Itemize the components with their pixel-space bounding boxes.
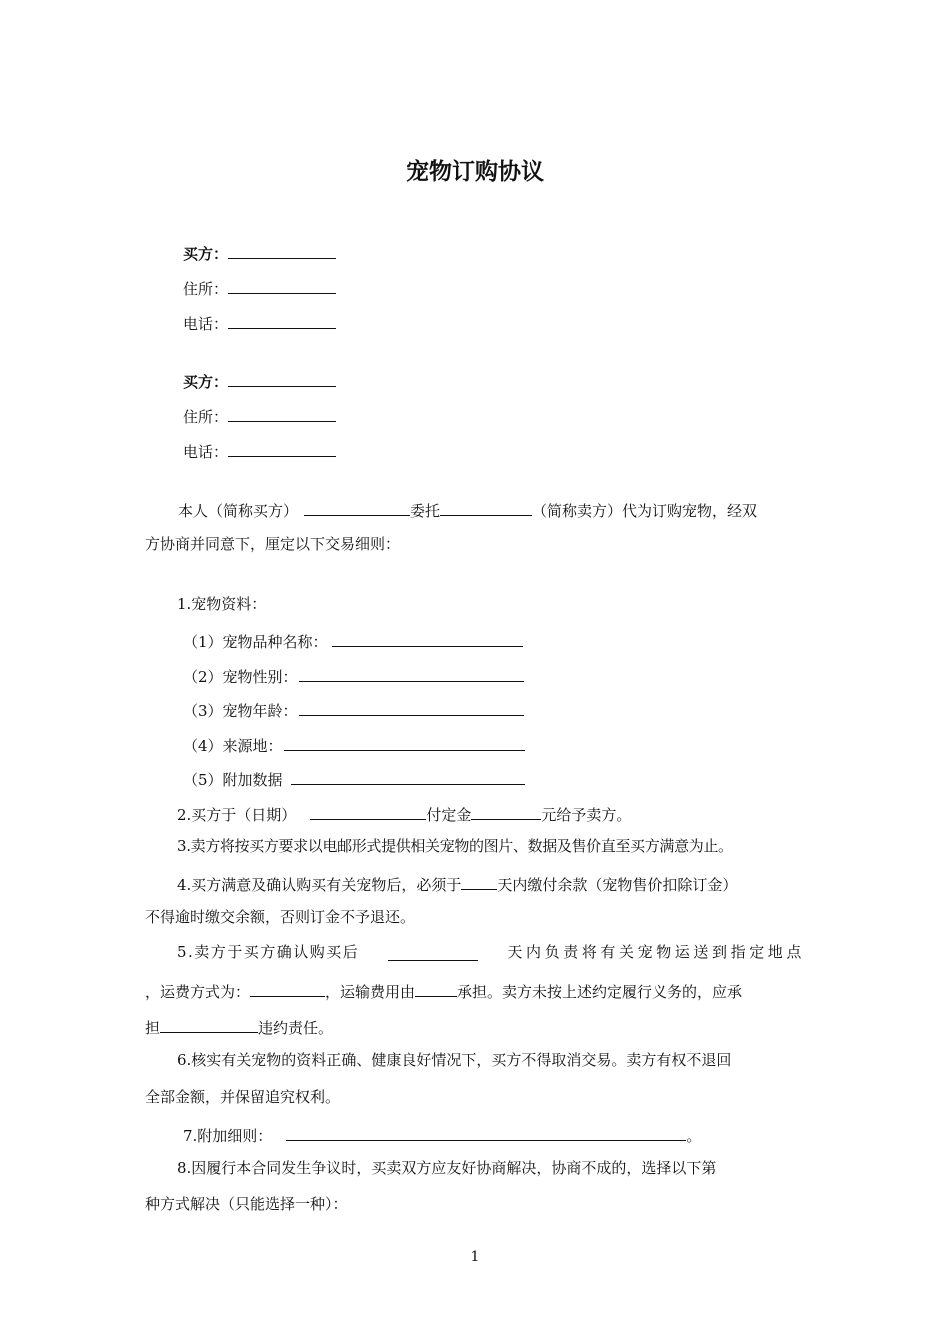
section-5-text-e: 承担。卖方未按上述约定履行义务的，应承 bbox=[457, 983, 743, 1001]
section-2-text-a: 2.买方于（日期） bbox=[177, 806, 297, 824]
intro-text-1: 本人（简称买方） bbox=[178, 502, 299, 520]
deposit-date-blank[interactable] bbox=[310, 804, 426, 820]
pet-age-label: （3）宠物年龄： bbox=[183, 702, 298, 720]
seller-name-blank[interactable] bbox=[440, 500, 532, 516]
pet-age-row bbox=[183, 700, 524, 719]
section-8-line-2: 种方式解决（只能选择一种）： bbox=[145, 1195, 348, 1213]
section-4-text-a: 4.买方满意及确认购买有关宠物后，必须于 bbox=[177, 876, 462, 894]
party-b-label: 买方： bbox=[183, 373, 229, 391]
party-b-phone-label: 电话： bbox=[183, 443, 229, 461]
pet-extra-row bbox=[183, 769, 525, 788]
party-b-address-label: 住所： bbox=[183, 408, 229, 426]
deposit-amount-blank[interactable] bbox=[471, 804, 541, 820]
section-6-line-2: 全部金额，并保留追究权利。 bbox=[145, 1088, 341, 1106]
party-a-address-label: 住所： bbox=[183, 280, 229, 298]
pet-breed-label: （1）宠物品种名称： bbox=[183, 633, 328, 651]
pet-breed-blank[interactable] bbox=[332, 631, 523, 647]
section-4-text-b: 天内缴付余款（宠物售价扣除订金） bbox=[497, 876, 738, 894]
section-5-text-a: 5.卖方于买方确认购买后 bbox=[177, 943, 360, 961]
pet-breed-row bbox=[183, 631, 523, 650]
payment-days-blank[interactable] bbox=[461, 874, 497, 890]
pet-gender-blank[interactable] bbox=[299, 666, 524, 682]
section-7 bbox=[183, 1125, 701, 1144]
section-8-line-1: 8.因履行本合同发生争议时，买卖双方应友好协商解决，协商不成的，选择以下第 bbox=[177, 1159, 717, 1177]
pet-extra-blank[interactable] bbox=[291, 769, 525, 785]
pet-origin-blank[interactable] bbox=[284, 735, 525, 751]
shipping-method-blank[interactable] bbox=[250, 981, 325, 997]
section-5-text-f: 担 bbox=[145, 1019, 161, 1037]
buyer-name-blank[interactable] bbox=[304, 500, 410, 516]
section-5-text-g: 违约责任。 bbox=[258, 1019, 334, 1037]
section-5-text-d: ，运输费用由 bbox=[325, 983, 416, 1001]
intro-line-1 bbox=[178, 500, 757, 519]
pet-age-blank[interactable] bbox=[299, 700, 524, 716]
section-4-line-2: 不得逾时缴交余额，否则订金不予退还。 bbox=[145, 908, 416, 926]
party-b-name-blank[interactable] bbox=[228, 371, 336, 387]
section-2-text-b: 付定金 bbox=[426, 806, 472, 824]
party-a-address-row bbox=[183, 278, 336, 297]
party-a-label: 买方： bbox=[183, 245, 229, 263]
section-5-text-c: ，运费方式为： bbox=[145, 983, 251, 1001]
section-2-text-c: 元给予卖方。 bbox=[541, 806, 632, 824]
party-a-name-blank[interactable] bbox=[228, 243, 336, 259]
intro-line-2: 方协商并同意下，厘定以下交易细则： bbox=[145, 535, 401, 553]
pet-origin-label: （4）来源地： bbox=[183, 737, 283, 755]
section-3: 3.卖方将按买方要求以电邮形式提供相关宠物的图片、数据及售价直至买方满意为止。 bbox=[177, 837, 733, 855]
party-b-phone-row bbox=[183, 441, 336, 460]
section-5-line-3 bbox=[145, 1017, 333, 1036]
party-a-phone-label: 电话： bbox=[183, 315, 229, 333]
page-number: 1 bbox=[470, 1249, 480, 1265]
party-b-phone-blank[interactable] bbox=[228, 441, 336, 457]
shipping-payer-blank[interactable] bbox=[415, 981, 457, 997]
document-title: 宠物订购协议 bbox=[406, 158, 544, 185]
pet-gender-row bbox=[183, 666, 524, 685]
section-5-text-b: 天内负责将有关宠物运送到指定地点 bbox=[507, 943, 805, 961]
additional-terms-blank[interactable] bbox=[286, 1125, 686, 1141]
party-a-phone-blank[interactable] bbox=[228, 313, 336, 329]
pet-extra-label: （5）附加数据 bbox=[183, 771, 283, 789]
party-b-block bbox=[183, 371, 336, 390]
section-7-period: 。 bbox=[686, 1127, 702, 1145]
pet-gender-label: （2）宠物性别： bbox=[183, 668, 298, 686]
intro-text-2: 委托 bbox=[410, 502, 441, 520]
section-7-label: 7.附加细则： bbox=[183, 1127, 273, 1145]
section-5-line-2 bbox=[145, 981, 742, 1000]
section-1-heading: 1.宠物资料： bbox=[177, 595, 267, 613]
section-6-line-1: 6.核实有关宠物的资料正确、健康良好情况下，买方不得取消交易。卖方有权不退回 bbox=[177, 1051, 732, 1069]
party-b-address-blank[interactable] bbox=[228, 406, 336, 422]
party-a-phone-row bbox=[183, 313, 336, 332]
party-b-address-row bbox=[183, 406, 336, 425]
section-4-line-1 bbox=[177, 874, 737, 893]
pet-origin-row bbox=[183, 735, 525, 754]
section-2 bbox=[177, 804, 631, 823]
delivery-days-blank[interactable] bbox=[388, 945, 478, 961]
party-a-block bbox=[183, 243, 336, 262]
intro-text-3: （简称卖方）代为订购宠物，经双 bbox=[532, 502, 758, 520]
liability-blank[interactable] bbox=[160, 1017, 258, 1033]
party-a-address-blank[interactable] bbox=[228, 278, 336, 294]
section-5-line-1 bbox=[177, 945, 805, 961]
